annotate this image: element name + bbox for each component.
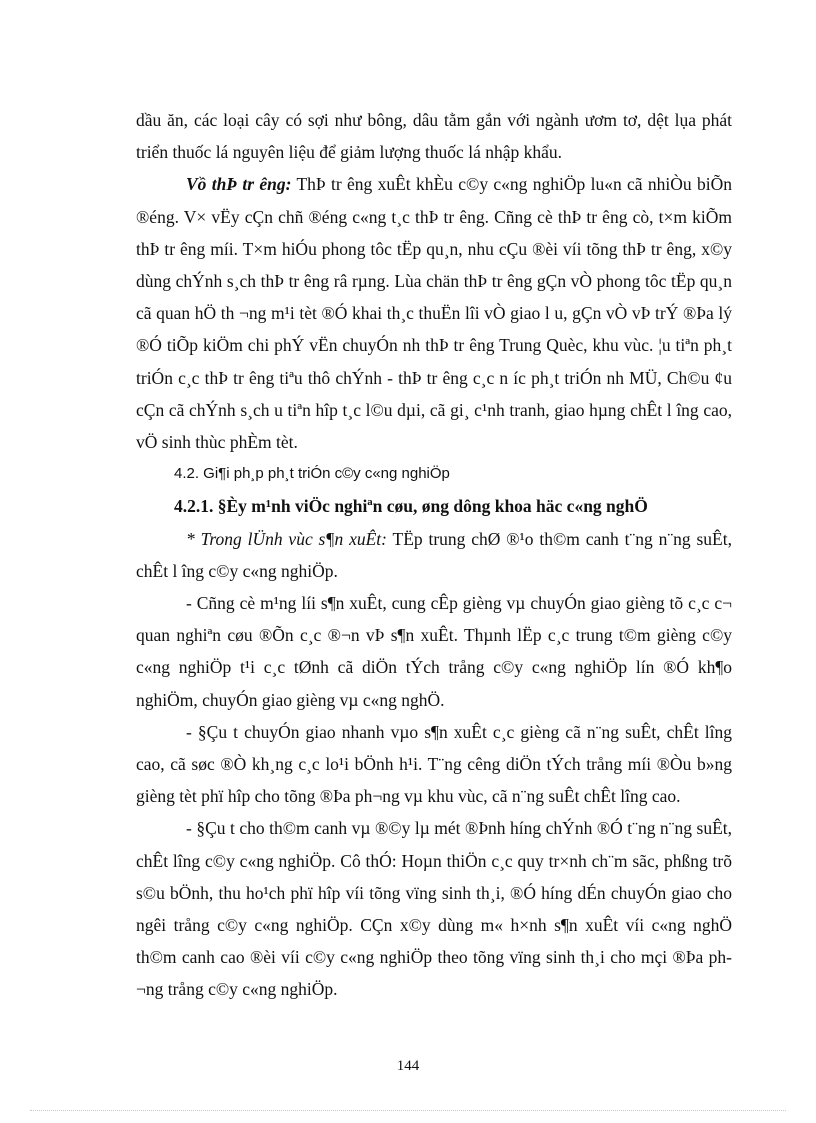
paragraph-network: - Cñng cè m¹ng líi s¶n xuÊt, cung cÊp gièng vµ chuyÓn giao gièng tõ c¸c c¬ quan nghiªn cøu ®Õn c¸c ®¬n vÞ s¶n xuÊt. Thµnh lËp c¸c trung t©m gièng c©y c«ng nghiÖp t¹i c¸c tØnh cã diÖn tÝch trång c©y c«ng nghiÖp lín ®Ó kh¶o nghiÖm, chuyÓn giao gièng vµ c«ng nghÖ. xyxy=(136,593,732,710)
market-body: ThÞ tr êng xuÊt khÈu c©y c«ng nghiÖp lu«n cã nhiÒu biÕn ®éng. V× vËy cÇn chñ ®éng c«ng t¸c thÞ tr êng. Cñng cè thÞ tr êng cò, t×m kiÕm thÞ tr êng míi. T×m hiÓu phong tôc tËp qu¸n, nhu cÇu ®èi víi tõng thÞ tr êng, x©y dùng chÝnh s¸ch thÞ tr êng râ rµng. Lùa chän thÞ tr êng gÇn vÒ phong tôc tËp qu¸n cã quan hÖ th ¬ng m¹i tèt ®Ó khai th¸c thuËn lîi vÒ giao l u, gÇn vÒ vÞ trÝ ®Þa lý ®Ó tiÕp kiÖm chi phÝ vËn chuyÓn nh thÞ tr êng Trung Quèc, khu vùc. ¦u tiªn ph¸t triÓn c¸c thÞ tr êng tiªu thô chÝnh - thÞ tr êng c¸c n íc ph¸t triÓn nh MÜ, Ch©u ¢u cÇn cã chÝnh s¸ch u tiªn hîp t¸c l©u dµi, cã gi¸ c¹nh tranh, giao hµng chÊt l îng cao, vÖ sinh thùc phÈm tèt. xyxy=(136,174,732,453)
section-heading-4-2-1: 4.2.1. §Èy m¹nh viÖc nghiªn cøu, øng dông khoa häc c«ng nghÖ xyxy=(174,496,648,517)
page-number: 144 xyxy=(396,1058,420,1074)
paragraph-market xyxy=(136,168,732,458)
paragraph-investment: - §Çu t chuyÓn giao nhanh vµo s¶n xuÊt c¸c gièng cã n¨ng suÊt, chÊt lîng cao, cã søc ®Ò kh¸ng c¸c lo¹i bÖnh h¹i. T¨ng cêng diÖn tÝch trång míi ®Òu b»ng gièng tèt phï hîp cho tõng ®Þa ph¬ng vµ khu vùc, cã n¨ng suÊt chÊt lîng cao. xyxy=(136,721,732,807)
paragraph-intensive: - §Çu t cho th©m canh vµ ®©y lµ mét ®Þnh híng chÝnh ®Ó t¨ng n¨ng suÊt, chÊt lîng c©y c«ng nghiÖp. Cô thÓ: Hoµn thiÖn c¸c quy tr×nh ch¨m sãc, phßng trõ s©u bÖnh, thu ho¹ch phï hîp víi tõng vïng sinh th¸i, ®Ó híng dÉn chuyÓn giao cho ngêi trång c©y c«ng nghiÖp. CÇn x©y dùng m« h×nh s¶n xuÊt víi c«ng nghÖ th©m canh cao ®èi víi c©y c«ng nghiÖp theo tõng vïng sinh th¸i cho mçi ®Þa ph¬ng trång c©y c«ng nghiÖp. xyxy=(136,818,732,1000)
footer-divider xyxy=(30,1110,786,1111)
paragraph-crops: dầu ăn, các loại cây có sợi như bông, dâu tằm gắn với ngành ươm tơ, dệt lụa phát triển thuốc lá nguyên liệu để giảm lượng thuốc lá nhập khẩu. xyxy=(136,110,732,163)
body-text xyxy=(136,104,732,1006)
paragraph-production xyxy=(136,523,732,587)
market-lead: Vồ thÞ tr êng: xyxy=(186,174,292,195)
production-body: TËp trung chØ ®¹o th©m canh t¨ng n¨ng suÊt, chÊt l îng c©y c«ng nghiÖp. xyxy=(136,528,732,581)
section-heading-4-2: 4.2. Gi¶i ph¸p ph¸t triÓn c©y c«ng nghiÖp xyxy=(174,465,450,483)
production-lead: * Trong lÜnh vùc s¶n xuÊt: xyxy=(186,528,387,549)
